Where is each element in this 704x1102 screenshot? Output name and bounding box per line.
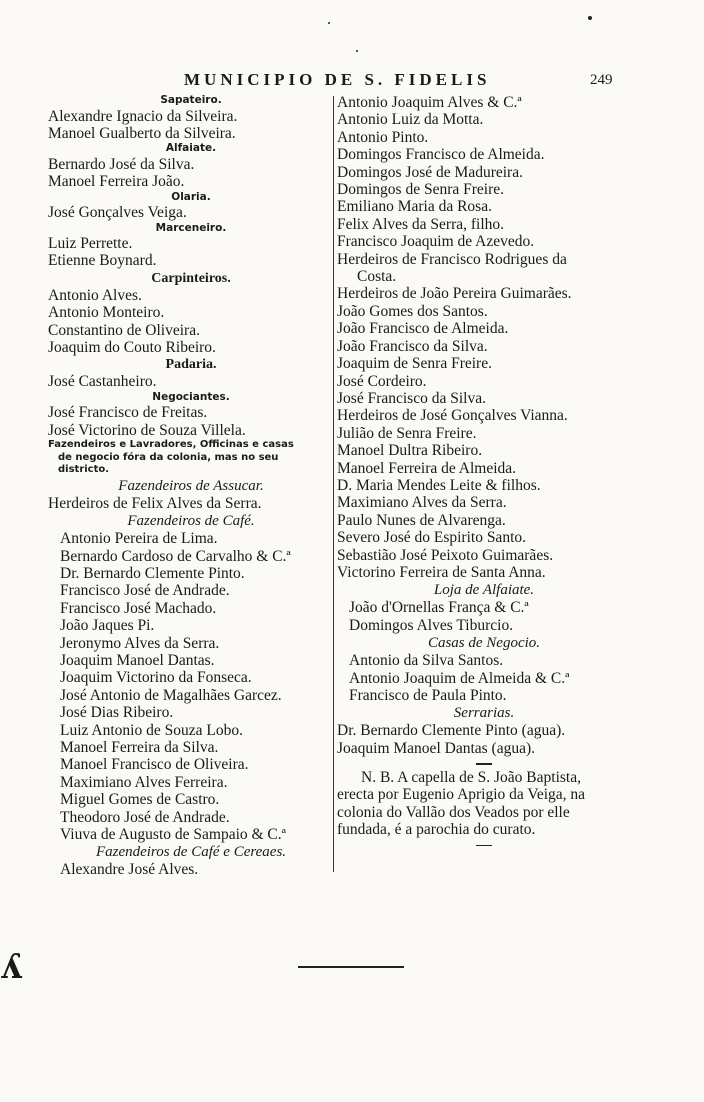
list-item: Maximiano Alves Ferreira.: [60, 773, 228, 791]
list-item: João Francisco da Silva.: [337, 337, 488, 355]
list-item: Luiz Antonio de Souza Lobo.: [60, 721, 243, 739]
list-item: Manoel Ferreira da Silva.: [60, 738, 219, 756]
list-item: Manoel Dultra Ribeiro.: [337, 442, 483, 460]
list-item: José Francisco de Freitas.: [48, 404, 208, 422]
nota-bene-line: erecta por Eugenio Aprigio da Veiga, na: [337, 786, 586, 804]
section-heading: Fazendeiros de Assucar.: [118, 477, 264, 494]
list-item: João Gomes dos Santos.: [337, 302, 488, 320]
left-column: [48, 94, 334, 879]
list-item: Jeronymo Alves da Serra.: [60, 634, 220, 652]
list-item: Antonio Monteiro.: [48, 304, 165, 322]
list-item: Antonio Pereira de Lima.: [60, 530, 218, 548]
short-rule: [476, 763, 492, 765]
right-column: [337, 94, 631, 850]
list-item: Julião de Senra Freire.: [337, 424, 477, 442]
list-item: Herdeiros de Francisco Rodrigues da: [337, 250, 567, 268]
short-rule: [476, 845, 492, 847]
list-item: Etienne Boynard.: [48, 252, 157, 270]
list-item: José Victorino de Souza Villela.: [48, 421, 246, 439]
list-item: Antonio da Silva Santos.: [349, 652, 504, 670]
list-item: Joaquim Victorino da Fonseca.: [60, 669, 252, 687]
section-heading: Carpinteiros.: [151, 270, 231, 286]
list-item: Antonio Joaquim de Almeida & C.ª: [349, 669, 570, 687]
section-heading: Negociantes.: [152, 390, 230, 403]
list-item: Alexandre José Alves.: [60, 861, 199, 879]
list-item: Bernardo Cardoso de Carvalho & C.ª: [60, 547, 291, 565]
list-item: João Francisco de Almeida.: [337, 320, 509, 338]
section-note: [48, 439, 334, 477]
list-item: Severo José do Espirito Santo.: [337, 529, 526, 547]
list-item: Antonio Alves.: [48, 286, 142, 304]
list-item: Victorino Ferreira de Santa Anna.: [337, 563, 546, 581]
section-heading: Serrarias.: [453, 705, 515, 722]
section-heading: Fazendeiros de Café e Cereaes.: [95, 844, 287, 861]
nota-bene-line: fundada, é a parochia do curato.: [337, 821, 536, 839]
list-item: Theodoro José de Andrade.: [60, 808, 230, 826]
section-heading: Marceneiro.: [155, 221, 227, 234]
list-item: Manoel Ferreira João.: [48, 173, 185, 191]
section-heading: Olaria.: [171, 190, 211, 203]
list-item: Domingos Francisco de Almeida.: [337, 146, 545, 164]
list-item: Manoel Francisco de Oliveira.: [60, 756, 249, 774]
list-item: João d'Ornellas França & C.ª: [349, 599, 529, 617]
list-item: Bernardo José da Silva.: [48, 155, 195, 173]
list-item: Constantino de Oliveira.: [48, 321, 200, 339]
list-item: Francisco Joaquim de Azevedo.: [337, 233, 535, 251]
list-item: Miguel Gomes de Castro.: [60, 791, 220, 809]
list-item: Viuva de Augusto de Sampaio & C.ª: [60, 826, 286, 843]
list-item: Antonio Luiz da Motta.: [337, 111, 484, 129]
note-line: districto.: [58, 464, 110, 476]
list-item: Domingos José de Madureira.: [337, 163, 523, 181]
column-divider: [333, 96, 334, 872]
nota-bene: [337, 769, 631, 839]
print-speck: [328, 22, 330, 24]
list-item: Francisco José Machado.: [60, 599, 217, 617]
page-number: 249: [590, 72, 613, 88]
list-item: Manoel Ferreira de Almeida.: [337, 459, 517, 477]
list-item: Francisco de Paula Pinto.: [349, 687, 507, 704]
list-item: João Jaques Pi.: [60, 617, 155, 635]
list-item: D. Maria Mendes Leite & filhos.: [337, 476, 541, 494]
section-heading: Padaria.: [165, 357, 217, 373]
list-item: José Cordeiro.: [337, 372, 427, 390]
section-heading: Loja de Alfaiate.: [433, 582, 535, 599]
list-item: Paulo Nunes de Alvarenga.: [337, 511, 506, 529]
section-heading: Casas de Negocio.: [427, 635, 541, 652]
list-item: Joaquim Manoel Dantas.: [60, 651, 215, 669]
list-item: José Dias Ribeiro.: [60, 704, 174, 722]
list-item: Alexandre Ignacio da Silveira.: [48, 107, 238, 125]
list-item: Luiz Perrette.: [48, 235, 133, 253]
list-item: Maximiano Alves da Serra.: [337, 494, 507, 512]
list-item: José Castanheiro.: [48, 373, 157, 391]
list-item: Herdeiros de João Pereira Guimarães.: [337, 285, 572, 303]
page-title: MUNICIPIO DE S. FIDELIS: [184, 70, 491, 89]
list-item: Emiliano Maria da Rosa.: [337, 198, 492, 216]
print-speck: [356, 50, 358, 52]
note-line: Fazendeiros e Lavradores, Officinas e casas: [48, 439, 294, 451]
list-item: Joaquim de Senra Freire.: [337, 355, 492, 373]
page-header: [0, 70, 704, 94]
list-item: Antonio Joaquim Alves & C.ª: [337, 94, 522, 111]
list-item: José Gonçalves Veiga.: [48, 204, 187, 222]
section-heading: Alfaiate.: [165, 142, 217, 155]
print-speck: [588, 16, 592, 20]
list-item: Costa.: [357, 268, 397, 286]
list-item: Domingos de Senra Freire.: [337, 181, 505, 199]
margin-mark: ʎ: [0, 947, 22, 987]
list-item: Domingos Alves Tiburcio.: [349, 616, 514, 634]
list-item: José Francisco da Silva.: [337, 389, 486, 407]
section-heading: Sapateiro.: [160, 94, 222, 106]
nota-bene-line: colonia do Vallão dos Veados por elle: [337, 803, 570, 821]
list-item: Manoel Gualberto da Silveira.: [48, 124, 236, 142]
list-item: Francisco José de Andrade.: [60, 582, 230, 600]
list-item: José Antonio de Magalhães Garcez.: [60, 686, 282, 704]
list-item: Herdeiros de Felix Alves da Serra.: [48, 494, 262, 512]
list-item: Antonio Pinto.: [337, 128, 429, 146]
nota-bene-line: N. B. A capella de S. João Baptista,: [361, 768, 581, 786]
list-item: Joaquim do Couto Ribeiro.: [48, 339, 216, 357]
bottom-rule: [298, 966, 404, 968]
note-line: de negocio fóra da colonia, mas no seu: [58, 451, 279, 463]
list-item: Dr. Bernardo Clemente Pinto.: [60, 564, 245, 582]
list-item: Herdeiros de José Gonçalves Vianna.: [337, 407, 568, 425]
list-item: Felix Alves da Serra, filho.: [337, 215, 505, 233]
list-item: Sebastião José Peixoto Guimarães.: [337, 546, 554, 564]
list-item: Joaquim Manoel Dantas (agua).: [337, 739, 535, 757]
list-item: Dr. Bernardo Clemente Pinto (agua).: [337, 722, 566, 740]
section-heading: Fazendeiros de Café.: [127, 513, 255, 530]
